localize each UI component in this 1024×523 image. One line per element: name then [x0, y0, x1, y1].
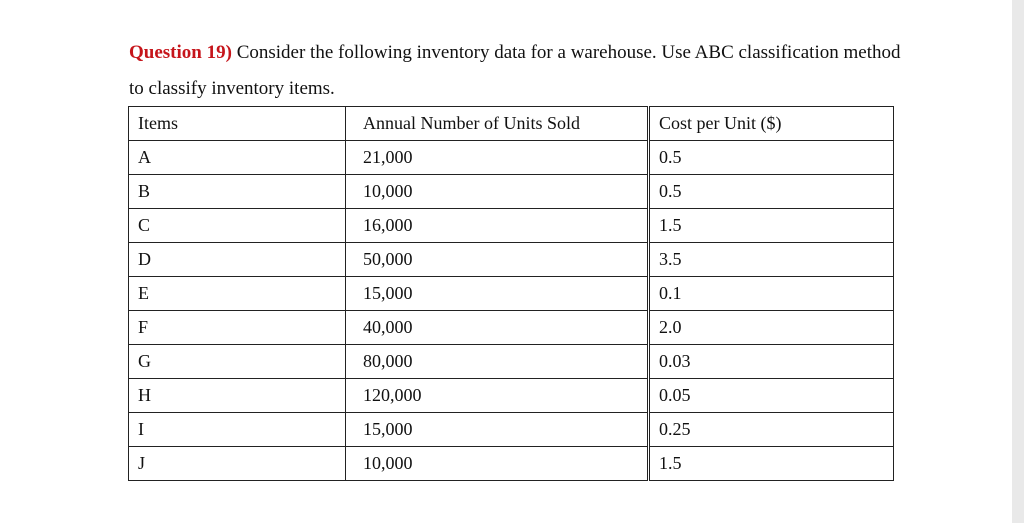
- item-cell: H: [129, 379, 346, 413]
- item-cell: E: [129, 277, 346, 311]
- item-cell: I: [129, 413, 346, 447]
- cost-cell: 0.5: [649, 175, 894, 209]
- cost-cell: 3.5: [649, 243, 894, 277]
- table-row: [129, 209, 894, 243]
- units-cell: 80,000: [346, 345, 649, 379]
- units-cell: 50,000: [346, 243, 649, 277]
- page-gutter: [1012, 0, 1024, 523]
- table-row: [129, 345, 894, 379]
- question-label: Question 19): [129, 42, 232, 63]
- units-cell: 10,000: [346, 447, 649, 481]
- table-row: [129, 379, 894, 413]
- table-row: [129, 141, 894, 175]
- question-text: Consider the following inventory data for a warehouse. Use ABC classification method to classify inventory items.: [129, 42, 901, 99]
- table-row: [129, 243, 894, 277]
- item-cell: J: [129, 447, 346, 481]
- cost-cell: 1.5: [649, 209, 894, 243]
- cost-cell: 0.25: [649, 413, 894, 447]
- table-row: [129, 413, 894, 447]
- units-cell: 40,000: [346, 311, 649, 345]
- cost-cell: 0.03: [649, 345, 894, 379]
- table-row: [129, 447, 894, 481]
- header-items: Items: [129, 107, 346, 141]
- units-cell: 15,000: [346, 277, 649, 311]
- table-row: [129, 277, 894, 311]
- item-cell: F: [129, 311, 346, 345]
- units-cell: 21,000: [346, 141, 649, 175]
- header-cost-per-unit: Cost per Unit ($): [649, 107, 894, 141]
- item-cell: C: [129, 209, 346, 243]
- item-cell: A: [129, 141, 346, 175]
- header-annual-units: Annual Number of Units Sold: [346, 107, 649, 141]
- question-paragraph: [129, 35, 909, 107]
- cost-cell: 0.5: [649, 141, 894, 175]
- units-cell: 15,000: [346, 413, 649, 447]
- table-row: [129, 311, 894, 345]
- item-cell: D: [129, 243, 346, 277]
- item-cell: G: [129, 345, 346, 379]
- units-cell: 10,000: [346, 175, 649, 209]
- units-cell: 120,000: [346, 379, 649, 413]
- cost-cell: 0.1: [649, 277, 894, 311]
- units-cell: 16,000: [346, 209, 649, 243]
- table-row: [129, 175, 894, 209]
- item-cell: B: [129, 175, 346, 209]
- cost-cell: 0.05: [649, 379, 894, 413]
- inventory-table: [128, 106, 894, 481]
- cost-cell: 2.0: [649, 311, 894, 345]
- table-header-row: [129, 107, 894, 141]
- cost-cell: 1.5: [649, 447, 894, 481]
